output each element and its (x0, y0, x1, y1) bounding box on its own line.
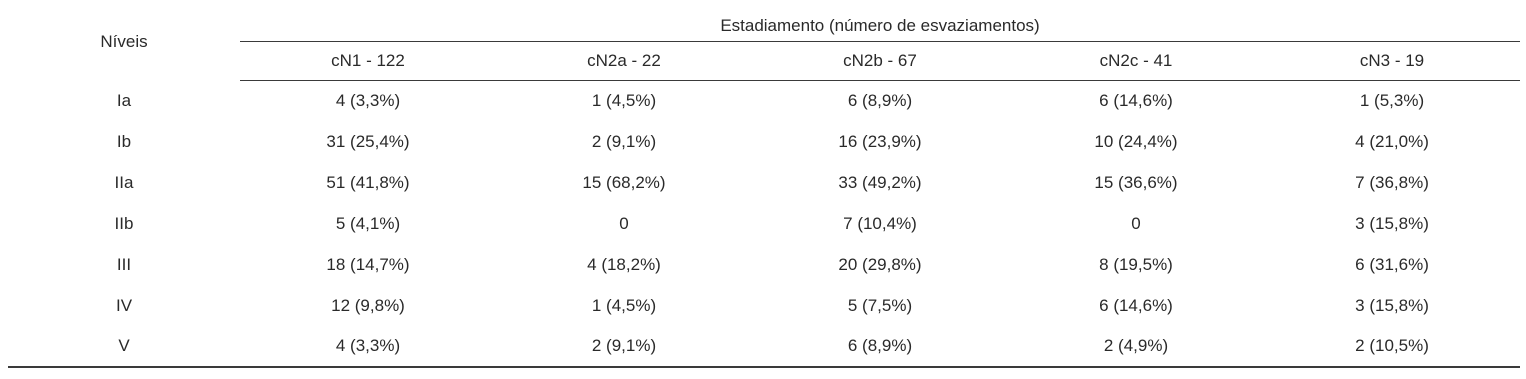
table-body (8, 81, 1520, 368)
table-cell: 7 (10,4%) (843, 213, 917, 233)
row-level-label: IIb (114, 213, 134, 233)
column-header-cn1: cN1 - 122 (240, 42, 496, 81)
table-cell: 3 (15,8%) (1355, 213, 1429, 233)
table-cell: 4 (21,0%) (1355, 131, 1429, 151)
table-cell: 12 (9,8%) (331, 295, 405, 315)
table-cell: 3 (15,8%) (1355, 295, 1429, 315)
table-cell: 15 (36,6%) (1094, 172, 1178, 192)
table-cell: 6 (14,6%) (1099, 295, 1173, 315)
table-cell: 1 (4,5%) (591, 91, 657, 110)
table-cell: 8 (19,5%) (1099, 254, 1173, 274)
column-header-cn2a: cN2a - 22 (496, 42, 752, 81)
table-row (8, 81, 1520, 122)
table-row (8, 285, 1520, 326)
table-cell: 18 (14,7%) (326, 254, 410, 274)
table-cell: 6 (31,6%) (1355, 254, 1429, 274)
staging-levels-table (8, 0, 1520, 368)
table-row (8, 203, 1520, 244)
table-cell: 5 (7,5%) (847, 295, 913, 315)
table-row (8, 121, 1520, 162)
table-cell: 6 (8,9%) (847, 91, 913, 110)
column-header-cn3: cN3 - 19 (1264, 42, 1520, 81)
column-header-cn2b: cN2b - 67 (752, 42, 1008, 81)
table-row (8, 326, 1520, 367)
table-cell: 10 (24,4%) (1094, 131, 1178, 151)
table-cell: 5 (4,1%) (335, 213, 401, 233)
table-cell: 20 (29,8%) (838, 254, 922, 274)
row-level-label: Ia (116, 90, 132, 110)
table-cell: 6 (8,9%) (847, 336, 913, 355)
table-cell: 2 (10,5%) (1355, 336, 1429, 355)
table-cell: 6 (14,6%) (1099, 91, 1173, 110)
table-cell: 1 (4,5%) (591, 295, 657, 315)
staging-group-header: Estadiamento (número de esvaziamentos) (240, 0, 1520, 42)
table-cell: 1 (5,3%) (1359, 91, 1425, 110)
table-cell: 2 (4,9%) (1103, 336, 1169, 355)
table-cell: 4 (18,2%) (587, 254, 661, 274)
table-cell: 2 (9,1%) (591, 336, 657, 355)
table-cell: 16 (23,9%) (838, 131, 922, 151)
table-cell: 4 (3,3%) (335, 91, 401, 110)
levels-column-header: Níveis (100, 32, 148, 52)
row-level-label: IV (115, 295, 133, 315)
table-cell: 15 (68,2%) (582, 172, 666, 192)
table-cell: 2 (9,1%) (591, 131, 657, 151)
table-row (8, 162, 1520, 203)
table-cell: 4 (3,3%) (335, 336, 401, 355)
row-level-label: Ib (116, 131, 132, 151)
table-cell: 33 (49,2%) (838, 172, 922, 192)
table-cell: 0 (1131, 213, 1141, 233)
table-row (8, 244, 1520, 285)
row-level-label: III (116, 254, 132, 274)
table-cell: 7 (36,8%) (1355, 172, 1429, 192)
table-cell: 0 (619, 213, 629, 233)
table-header (8, 0, 1520, 81)
table-cell: 31 (25,4%) (326, 131, 410, 151)
column-header-cn2c: cN2c - 41 (1008, 42, 1264, 81)
row-level-label: IIa (114, 172, 134, 192)
row-level-label: V (118, 336, 130, 355)
table-cell: 51 (41,8%) (326, 172, 410, 192)
